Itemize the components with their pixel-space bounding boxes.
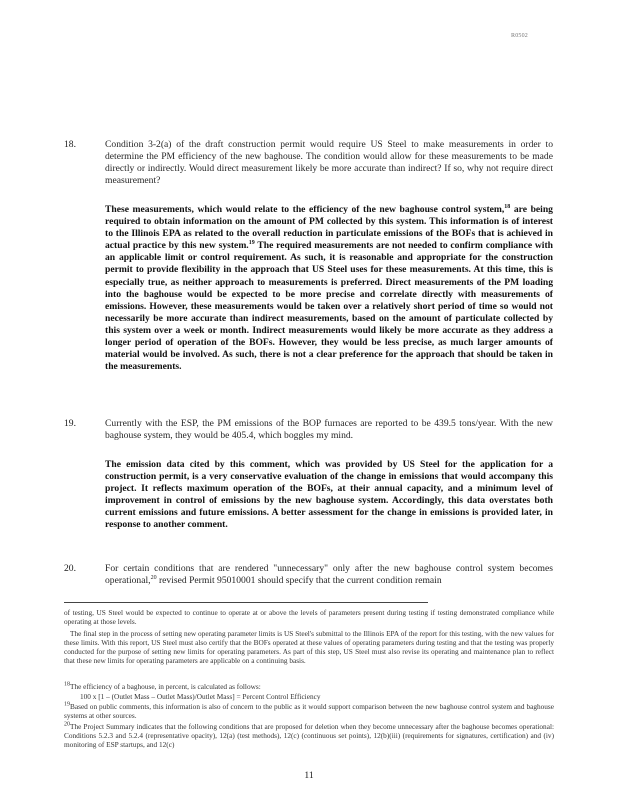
footnote-19 <box>64 703 554 721</box>
item-number: 20. <box>64 563 76 574</box>
footnote-continued: of testing, US Steel would be expected to continue to operate at or above the levels of parameters present during testing if testing demonstrated compliance while operating at those levels. <box>64 608 554 626</box>
comment-segment: For certain conditions that are rendered "unnecessary" only after the new baghouse control system becomes operational, <box>105 563 553 587</box>
footnote-ref: 18 <box>504 203 511 210</box>
footnote-text: Based on public comments, this information is also of concern to the public as it would support comparison between the new baghouse control system and baghouse systems at other sources. <box>64 702 554 720</box>
efficiency-formula: 100 x [1 – (Outlet Mass – Outlet Mass)/Outlet Mass] = Percent Control Efficiency <box>80 692 321 701</box>
footnote-mark: 20 <box>64 721 70 728</box>
footnote-18 <box>64 683 554 692</box>
footnote-20 <box>64 723 554 750</box>
response-segment: are being required to obtain information on the amount of PM collected by this system. This information is of interest to the Illinois EPA as related to the overall reduction in particulate emissions of the BOFs that is achieved in actual practice by this new system. <box>105 204 553 252</box>
comment-text: Condition 3-2(a) of the draft construction permit would require US Steel to make measurements in order to determine the PM efficiency of the new baghouse. The condition would allow for these measurements to be made directly or indirectly. Would direct measurement likely be more accurate than indirect? If so, why not require direct measurement? <box>105 139 553 187</box>
response-text <box>105 204 553 373</box>
footnote-separator <box>64 602 428 603</box>
footnote-mark: 19 <box>64 701 70 708</box>
footnote-text: The Project Summary indicates that the following conditions that are proposed for deletion when they become unnecessary after the baghouse becomes operational: Conditions 5.2.3 and 5.2.4 (representative opacity), 12(a) (test methods), 12(c) (continuous set points), 12(b)(iii) (requirements for signatures, certification) and (iv) monitoring of ESP startups, and 12(c) <box>64 722 554 749</box>
footnote-ref: 19 <box>248 240 255 247</box>
comment-text: Currently with the ESP, the PM emissions of the BOP furnaces are reported to be 439.5 tons/year. With the new baghouse system, they would be 405.4, which boggles my mind. <box>105 418 553 442</box>
comment-segment: revised Permit 95010001 should specify that the current condition remain <box>156 575 442 587</box>
response-text: The emission data cited by this comment, which was provided by US Steel for the application for a construction permit, is a very conservative evaluation of the change in emissions that would accompany this project. It reflects maximum operation of the BOFs, at their annual capacity, and a minimum level of improvement in control of emissions by the new baghouse system. Accordingly, this data overstates both current emissions and future emissions. A better assessment for the change in emissions is provided later, in response to another comment. <box>105 459 553 531</box>
comment-text <box>105 563 553 587</box>
response-segment: These measurements, which would relate to the efficiency of the new baghouse control system, <box>105 204 505 215</box>
footnote-mark: 18 <box>64 681 70 688</box>
footnote-ref: 20 <box>150 574 157 581</box>
item-number: 19. <box>64 418 76 429</box>
item-number: 18. <box>64 139 76 150</box>
footnote-text: The efficiency of a baghouse, in percent, is calculated as follows: <box>70 682 261 691</box>
page-number: 11 <box>304 770 314 781</box>
page-identifier: R0502 <box>511 33 529 39</box>
footnote-paragraph: The final step in the process of setting new operating parameter limits is US Steel's submittal to the Illinois EPA of the report for this testing, with the new values for these limits. With this report, US Steel must also certify that the BOFs operated at these values of operating parameters during testing and that the testing was properly conducted for the purpose of setting new limits for operating parameters. As part of this step, US Steel must also revise its operating and maintenance plan to reflect that these new limits for operating parameters are applicable on a continuing basis. <box>64 629 554 665</box>
response-segment: The required measurements are not needed to confirm compliance with an applicable limit or control requirement. As such, it is reasonable and appropriate for the construction permit to provide flexibility in the approach that US Steel uses for these measurements. At this time, this is especially true, as neither approach to measurements is preferred. Direct measurements of the PM loading into the baghouse would be expected to be more precise and correlate directly with measurements of emissions. However, these measurements would be taken over a relatively short period of time so would not necessarily be more accurate than indirect measurements, based on the amount of particulate collected by this system over a week or month. Indirect measurements would likely be more accurate as they address a longer period of operation of the BOFs. However, they would be less precise, as much larger amounts of material would be involved. As such, there is not a clear preference for the approach that should be taken in the measurements. <box>105 240 553 373</box>
